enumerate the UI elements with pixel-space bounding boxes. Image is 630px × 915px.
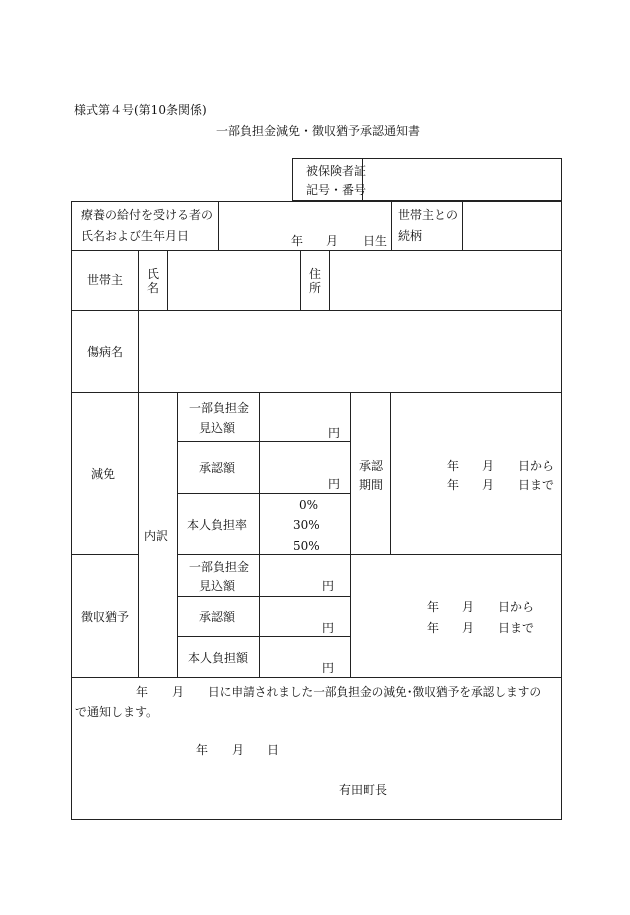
deferment-from-day: 日から bbox=[498, 600, 535, 614]
document-title: 一部負担金減免・徴収猶予承認通知書 bbox=[216, 124, 421, 138]
deferment-burden-unit: 円 bbox=[322, 661, 335, 675]
insured-label-2: 記号・番号 bbox=[306, 183, 367, 197]
notice-date-year: 年 bbox=[196, 743, 209, 757]
dob-month-label: 月 bbox=[326, 234, 339, 248]
deferment-approved-unit: 円 bbox=[322, 621, 335, 635]
deferment-from-year: 年 bbox=[427, 600, 440, 614]
deferment-estimate-label-2: 見込額 bbox=[199, 579, 236, 593]
rate-option-0[interactable]: 0% bbox=[299, 498, 319, 512]
reduction-approved-label: 承認額 bbox=[199, 461, 236, 475]
householder-name-label-2: 名 bbox=[147, 281, 160, 295]
reduction-approved-unit: 円 bbox=[328, 477, 341, 491]
application-year: 年 bbox=[136, 685, 149, 699]
deferment-from-month: 月 bbox=[462, 600, 475, 614]
reduction-from-day: 日から bbox=[518, 459, 555, 473]
notice-line-1: 日に申請されました一部負担金の減免･徴収猶予を承認しますの bbox=[208, 685, 542, 699]
deferment-estimate-label-1: 一部負担金 bbox=[189, 560, 250, 574]
notice-date-month: 月 bbox=[232, 743, 245, 757]
dob-day-label: 日生 bbox=[363, 234, 388, 248]
reduction-estimate-label-1: 一部負担金 bbox=[189, 401, 250, 415]
householder-address-label-1: 住 bbox=[309, 267, 322, 281]
reduction-estimate-label-2: 見込額 bbox=[199, 421, 236, 435]
patient-label-1: 療養の給付を受ける者の bbox=[81, 208, 214, 222]
householder-label: 世帯主 bbox=[87, 273, 124, 287]
patient-label-2: 氏名および生年月日 bbox=[81, 229, 190, 243]
deferment-to-month: 月 bbox=[462, 621, 475, 635]
reduction-from-month: 月 bbox=[482, 459, 495, 473]
deferment-to-day: 日まで bbox=[498, 621, 535, 635]
notice-line-2: で通知します。 bbox=[75, 705, 159, 719]
signer-name: 有田町長 bbox=[339, 783, 388, 797]
relation-label-1: 世帯主との bbox=[398, 208, 459, 222]
reduction-to-day: 日まで bbox=[518, 478, 555, 492]
breakdown-label: 内訳 bbox=[144, 529, 169, 543]
form-number: 様式第４号(第10条関係) bbox=[74, 103, 207, 117]
deferment-approved-label: 承認額 bbox=[199, 610, 236, 624]
reduction-to-year: 年 bbox=[447, 478, 460, 492]
reduction-estimate-unit: 円 bbox=[328, 426, 341, 440]
application-month: 月 bbox=[172, 685, 185, 699]
rate-option-30[interactable]: 30% bbox=[293, 518, 320, 532]
deferment-to-year: 年 bbox=[427, 621, 440, 635]
rate-option-50[interactable]: 50% bbox=[293, 539, 320, 553]
disease-label: 傷病名 bbox=[87, 345, 124, 359]
deferment-label: 徴収猶予 bbox=[81, 610, 130, 624]
reduction-rate-label: 本人負担率 bbox=[187, 518, 248, 532]
reduction-to-month: 月 bbox=[482, 478, 495, 492]
insured-label-1: 被保険者証 bbox=[306, 164, 367, 178]
period-label-2: 期間 bbox=[359, 478, 384, 492]
deferment-burden-label: 本人負担額 bbox=[188, 651, 249, 665]
deferment-estimate-unit: 円 bbox=[322, 579, 335, 593]
dob-year-label: 年 bbox=[291, 234, 304, 248]
reduction-label: 減免 bbox=[91, 467, 116, 481]
householder-address-label-2: 所 bbox=[309, 281, 322, 295]
notice-date-day: 日 bbox=[267, 743, 280, 757]
period-label-1: 承認 bbox=[359, 459, 384, 473]
reduction-from-year: 年 bbox=[447, 459, 460, 473]
relation-label-2: 続柄 bbox=[398, 229, 423, 243]
householder-name-label-1: 氏 bbox=[147, 267, 160, 281]
